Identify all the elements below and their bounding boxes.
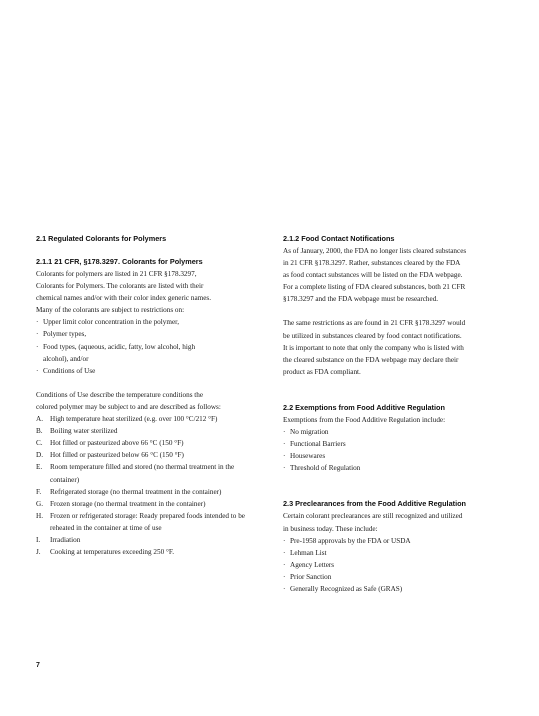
text-line: the cleared substance on the FDA webpage may declare their bbox=[283, 355, 459, 364]
restrictions-list bbox=[36, 316, 268, 376]
section-heading-2-3: 2.3 Preclearances from the Food Additive Regulation bbox=[283, 499, 467, 509]
list-item bbox=[36, 498, 268, 510]
list-item: · Agency Letters bbox=[283, 559, 517, 571]
text-line: chemical names and/or with their color index generic names. bbox=[36, 294, 212, 303]
list-item: · Food types, (aqueous, acidic, fatty, low alcohol, high alcohol), and/or bbox=[36, 341, 221, 365]
section-heading-2-2: 2.2 Exemptions from Food Additive Regulation bbox=[283, 402, 445, 412]
preclearances-list bbox=[283, 535, 517, 595]
list-item bbox=[36, 461, 246, 485]
list-item: · Lehman List bbox=[283, 547, 517, 559]
paragraph-preclearances-intro bbox=[283, 510, 517, 534]
list-item: · Polymer types, bbox=[36, 328, 268, 340]
page-number: 7 bbox=[36, 662, 40, 669]
list-letter: E. bbox=[36, 463, 43, 472]
text-line: be utilized in substances cleared by food contact notifications. bbox=[283, 331, 462, 340]
text-line: Colorants for polymers are listed in 21 CFR §178.3297, bbox=[36, 270, 197, 278]
text-line: Conditions of Use describe the temperature conditions the bbox=[36, 390, 204, 399]
paragraph-conditions-of-use bbox=[36, 389, 268, 413]
text-line: in business today. These include: bbox=[283, 524, 378, 533]
list-letter: D. bbox=[36, 451, 43, 460]
list-item bbox=[36, 534, 268, 546]
right-column bbox=[283, 233, 517, 595]
list-text: Frozen storage (no thermal treatment in the container) bbox=[50, 499, 206, 508]
left-column bbox=[36, 233, 268, 558]
subsection-heading-2-1-1: 2.1.1 21 CFR, §178.3297. Colorants for Polymers bbox=[36, 257, 203, 266]
paragraph-food-contact-notifications bbox=[283, 245, 517, 305]
text-line: as food contact substances will be listed on the FDA webpage. bbox=[283, 271, 463, 280]
exemptions-list bbox=[283, 426, 517, 474]
text-line: As of January, 2000, the FDA no longer lists cleared substances bbox=[283, 247, 467, 255]
list-letter: J. bbox=[36, 548, 41, 557]
list-item: · Prior Sanction bbox=[283, 571, 517, 583]
list-letter: A. bbox=[36, 415, 43, 424]
list-text: Boiling water sterilized bbox=[50, 427, 118, 436]
text-line: colored polymer may be subject to and are described as follows: bbox=[36, 402, 221, 411]
text-line: §178.3297 and the FDA webpage must be researched. bbox=[283, 295, 439, 304]
subsection-heading-2-1-2: 2.1.2 Food Contact Notifications bbox=[283, 234, 395, 243]
list-item: · Conditions of Use bbox=[36, 365, 268, 377]
text-line: It is important to note that only the company who is listed with bbox=[283, 343, 464, 352]
list-text: Room temperature filled and stored (no thermal treatment in the container) bbox=[50, 463, 235, 484]
list-item: · Functional Barriers bbox=[283, 438, 517, 450]
list-item: · Threshold of Regulation bbox=[283, 462, 517, 474]
list-item bbox=[36, 486, 268, 498]
list-text: Refrigerated storage (no thermal treatment in the container) bbox=[50, 487, 222, 496]
conditions-list bbox=[36, 413, 268, 558]
list-item bbox=[36, 437, 268, 449]
text-line: The same restrictions as are found in 21 CFR §178.3297 would bbox=[283, 319, 466, 328]
list-text: Irradiation bbox=[50, 535, 81, 544]
list-item: · Pre-1958 approvals by the FDA or USDA bbox=[283, 535, 517, 547]
list-text: Frozen or refrigerated storage: Ready prepared foods intended to be reheated in the container at time of use bbox=[50, 511, 245, 532]
paragraph-colorants-intro bbox=[36, 268, 268, 316]
section-heading-2-1: 2.1 Regulated Colorants for Polymers bbox=[36, 234, 167, 243]
list-letter: G. bbox=[36, 499, 43, 508]
list-item bbox=[36, 413, 268, 425]
list-text: High temperature heat sterilized (e.g. over 100 °C/212 °F) bbox=[50, 415, 218, 424]
list-item: · Housewares bbox=[283, 450, 517, 462]
list-letter: H. bbox=[36, 511, 43, 520]
list-item: · Generally Recognized as Safe (GRAS) bbox=[283, 583, 517, 595]
list-text: Hot filled or pasteurized above 66 °C (150 °F) bbox=[50, 439, 184, 448]
list-item: · Upper limit color concentration in the polymer, bbox=[36, 316, 268, 328]
list-letter: F. bbox=[36, 487, 42, 496]
list-letter: B. bbox=[36, 427, 43, 436]
paragraph-same-restrictions bbox=[283, 317, 517, 377]
text-line: product as FDA compliant. bbox=[283, 367, 361, 376]
list-letter: I. bbox=[36, 535, 41, 544]
paragraph-exemptions-intro: Exemptions from the Food Additive Regulation include: bbox=[283, 415, 446, 424]
list-item bbox=[36, 425, 268, 437]
text-line: For a complete listing of FDA cleared substances, both 21 CFR bbox=[283, 283, 466, 292]
text-line: in 21 CFR §178.3297. Rather, substances cleared by the FDA bbox=[283, 259, 461, 268]
list-item bbox=[36, 449, 268, 461]
text-line: Many of the colorants are subject to restrictions on: bbox=[36, 306, 185, 315]
list-letter: C. bbox=[36, 439, 43, 448]
list-item bbox=[36, 510, 264, 534]
text-line: Colorants for Polymers. The colorants are listed with their bbox=[36, 282, 204, 291]
text-line: Certain colorant preclearances are still recognized and utilized bbox=[283, 512, 463, 521]
list-text: Cooking at temperatures exceeding 250 °F. bbox=[50, 548, 175, 557]
list-item: · No migration bbox=[283, 426, 517, 438]
list-item bbox=[36, 546, 268, 558]
list-text: Hot filled or pasteurized below 66 °C (150 °F) bbox=[50, 451, 184, 460]
